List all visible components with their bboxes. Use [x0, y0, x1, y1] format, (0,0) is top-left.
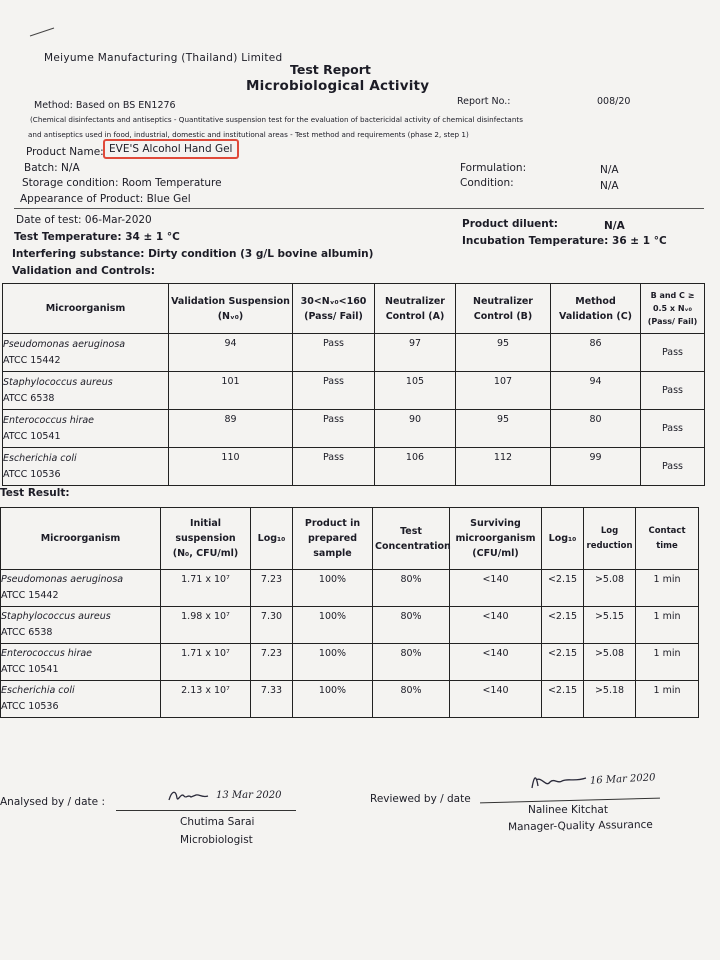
- method-label: Method: Based on BS EN1276: [34, 100, 176, 111]
- log-cell: 7.30: [251, 607, 293, 644]
- report-title: Test Report: [290, 62, 371, 77]
- analysed-date: 13 Mar 2020: [216, 790, 282, 801]
- neutralizer-a-cell: 97: [375, 334, 456, 372]
- concentration-cell: 80%: [373, 570, 450, 607]
- result-row: [1, 570, 699, 607]
- reviewer-signature: [528, 770, 590, 794]
- result-col-surviving: Surviving microorganism (CFU/ml): [450, 508, 542, 570]
- reviewer-name: Nalinee Kitchat: [528, 804, 608, 816]
- surviving-cell: <140: [450, 570, 542, 607]
- result-header-row: [1, 508, 699, 570]
- validation-row: [3, 372, 705, 410]
- surviving-cell: <140: [450, 644, 542, 681]
- method-cell: 94: [551, 372, 641, 410]
- neutralizer-b-cell: 95: [456, 410, 551, 448]
- result-col-log: Log₁₀: [251, 508, 293, 570]
- product-name: EVE'S Alcohol Hand Gel: [109, 143, 233, 155]
- divider: [14, 208, 704, 209]
- method-cell: 99: [551, 448, 641, 486]
- result-col-log2: Log₁₀: [542, 508, 584, 570]
- concentration-cell: 80%: [373, 607, 450, 644]
- organism-cell: Staphylococcus aureus ATCC 6538: [1, 607, 161, 644]
- result-table: [0, 507, 699, 718]
- analyst-signature: [166, 786, 212, 806]
- product-cell: 100%: [293, 681, 373, 718]
- storage-condition: Storage condition: Room Temperature: [22, 177, 222, 189]
- organism-cell: Escherichia coli ATCC 10536: [1, 681, 161, 718]
- company-name: Meiyume Manufacturing (Thailand) Limited: [44, 52, 283, 64]
- validation-row: [3, 448, 705, 486]
- neutralizer-a-cell: 106: [375, 448, 456, 486]
- validation-col-neutralizer-a: Neutralizer Control (A): [375, 284, 456, 334]
- validation-col-bc: B and C ≥ 0.5 x Nᵥ₀ (Pass/ Fail): [641, 284, 705, 334]
- appearance: Appearance of Product: Blue Gel: [20, 193, 191, 205]
- validation-heading: Validation and Controls:: [12, 265, 155, 277]
- log-cell: 7.23: [251, 570, 293, 607]
- incubation-temperature: Incubation Temperature: 36 ± 1 °C: [462, 235, 667, 247]
- condition: N/A: [600, 180, 619, 192]
- method-cell: 86: [551, 334, 641, 372]
- product-cell: 100%: [293, 644, 373, 681]
- reduction-cell: >5.08: [584, 570, 636, 607]
- report-no-label: Report No.:: [457, 96, 511, 107]
- condition-label: Condition:: [460, 177, 514, 189]
- method-cell: 80: [551, 410, 641, 448]
- log2-cell: <2.15: [542, 570, 584, 607]
- initial-cell: 1.98 x 10⁷: [161, 607, 251, 644]
- result-row: [1, 607, 699, 644]
- bc-cell: Pass: [641, 334, 705, 372]
- validation-col-organism: Microorganism: [3, 284, 169, 334]
- reduction-cell: >5.15: [584, 607, 636, 644]
- result-col-organism: Microorganism: [1, 508, 161, 570]
- suspension-cell: 101: [169, 372, 293, 410]
- initial-cell: 1.71 x 10⁷: [161, 644, 251, 681]
- result-row: [1, 681, 699, 718]
- result-row: [1, 644, 699, 681]
- log2-cell: <2.15: [542, 681, 584, 718]
- initial-cell: 1.71 x 10⁷: [161, 570, 251, 607]
- reviewer-role: Manager-Quality Assurance: [507, 818, 653, 834]
- product-cell: 100%: [293, 607, 373, 644]
- bc-cell: Pass: [641, 372, 705, 410]
- bc-cell: Pass: [641, 410, 705, 448]
- formulation-label: Formulation:: [460, 162, 527, 174]
- organism-cell: Enterococcus hirae ATCC 10541: [3, 410, 169, 448]
- reduction-cell: >5.18: [584, 681, 636, 718]
- organism-cell: Pseudomonas aeruginosa ATCC 15442: [1, 570, 161, 607]
- reviewed-sign-line: [480, 798, 660, 804]
- contact-time-cell: 1 min: [636, 681, 699, 718]
- suspension-cell: 94: [169, 334, 293, 372]
- log2-cell: <2.15: [542, 607, 584, 644]
- concentration-cell: 80%: [373, 644, 450, 681]
- analyst-role: Microbiologist: [180, 834, 253, 846]
- analysed-sign-line: [116, 810, 296, 811]
- diluent-label: Product diluent:: [462, 218, 558, 230]
- concentration-cell: 80%: [373, 681, 450, 718]
- neutralizer-a-cell: 105: [375, 372, 456, 410]
- method-note-1: (Chemical disinfectants and antiseptics - Quantitative suspension test for the evaluation of bactericidal activity of chemical disinfectants: [30, 115, 523, 124]
- method-note-2: and antiseptics used in food, industrial, domestic and institutional areas - Test method and requirements (phase 2, step 1): [28, 130, 469, 139]
- organism-cell: Enterococcus hirae ATCC 10541: [1, 644, 161, 681]
- range-cell: Pass: [293, 448, 375, 486]
- result-col-product: Product in prepared sample: [293, 508, 373, 570]
- result-col-initial: Initial suspension (N₀, CFU/ml): [161, 508, 251, 570]
- range-cell: Pass: [293, 334, 375, 372]
- interfering-substance: Interfering substance: Dirty condition (3 g/L bovine albumin): [12, 248, 374, 260]
- result-col-contact: Contact time: [636, 508, 699, 570]
- neutralizer-b-cell: 107: [456, 372, 551, 410]
- result-col-reduction: Log reduction: [584, 508, 636, 570]
- test-date: Date of test: 06-Mar-2020: [16, 214, 152, 226]
- organism-cell: Escherichia coli ATCC 10536: [3, 448, 169, 486]
- suspension-cell: 110: [169, 448, 293, 486]
- analysed-label: Analysed by / date :: [0, 796, 105, 808]
- reviewed-label: Reviewed by / date: [370, 793, 471, 805]
- validation-header-row: [3, 284, 705, 334]
- contact-time-cell: 1 min: [636, 570, 699, 607]
- batch: Batch: N/A: [24, 162, 80, 174]
- analyst-name: Chutima Sarai: [180, 816, 255, 828]
- product-name-highlight: [103, 139, 239, 159]
- validation-table: [2, 283, 705, 486]
- reduction-cell: >5.08: [584, 644, 636, 681]
- result-heading: Test Result:: [0, 487, 70, 499]
- product-name-label: Product Name:: [26, 146, 104, 158]
- product-cell: 100%: [293, 570, 373, 607]
- surviving-cell: <140: [450, 681, 542, 718]
- neutralizer-a-cell: 90: [375, 410, 456, 448]
- formulation: N/A: [600, 164, 619, 176]
- validation-row: [3, 410, 705, 448]
- log-cell: 7.33: [251, 681, 293, 718]
- initial-cell: 2.13 x 10⁷: [161, 681, 251, 718]
- diluent: N/A: [604, 220, 625, 232]
- range-cell: Pass: [293, 372, 375, 410]
- contact-time-cell: 1 min: [636, 607, 699, 644]
- contact-time-cell: 1 min: [636, 644, 699, 681]
- organism-cell: Staphylococcus aureus ATCC 6538: [3, 372, 169, 410]
- neutralizer-b-cell: 95: [456, 334, 551, 372]
- result-col-concentration: Test Concentration: [373, 508, 450, 570]
- validation-row: [3, 334, 705, 372]
- organism-cell: Pseudomonas aeruginosa ATCC 15442: [3, 334, 169, 372]
- neutralizer-b-cell: 112: [456, 448, 551, 486]
- reviewed-date: 16 Mar 2020: [589, 772, 656, 787]
- suspension-cell: 89: [169, 410, 293, 448]
- log2-cell: <2.15: [542, 644, 584, 681]
- validation-col-suspension: Validation Suspension (Nᵥ₀): [169, 284, 293, 334]
- test-temperature: Test Temperature: 34 ± 1 °C: [14, 231, 180, 243]
- range-cell: Pass: [293, 410, 375, 448]
- surviving-cell: <140: [450, 607, 542, 644]
- pen-mark: [28, 24, 58, 40]
- log-cell: 7.23: [251, 644, 293, 681]
- validation-col-neutralizer-b: Neutralizer Control (B): [456, 284, 551, 334]
- report-subtitle: Microbiological Activity: [246, 78, 430, 94]
- report-no: 008/20: [597, 96, 631, 107]
- validation-col-range: 30<Nᵥ₀<160 (Pass/ Fail): [293, 284, 375, 334]
- validation-col-method: Method Validation (C): [551, 284, 641, 334]
- bc-cell: Pass: [641, 448, 705, 486]
